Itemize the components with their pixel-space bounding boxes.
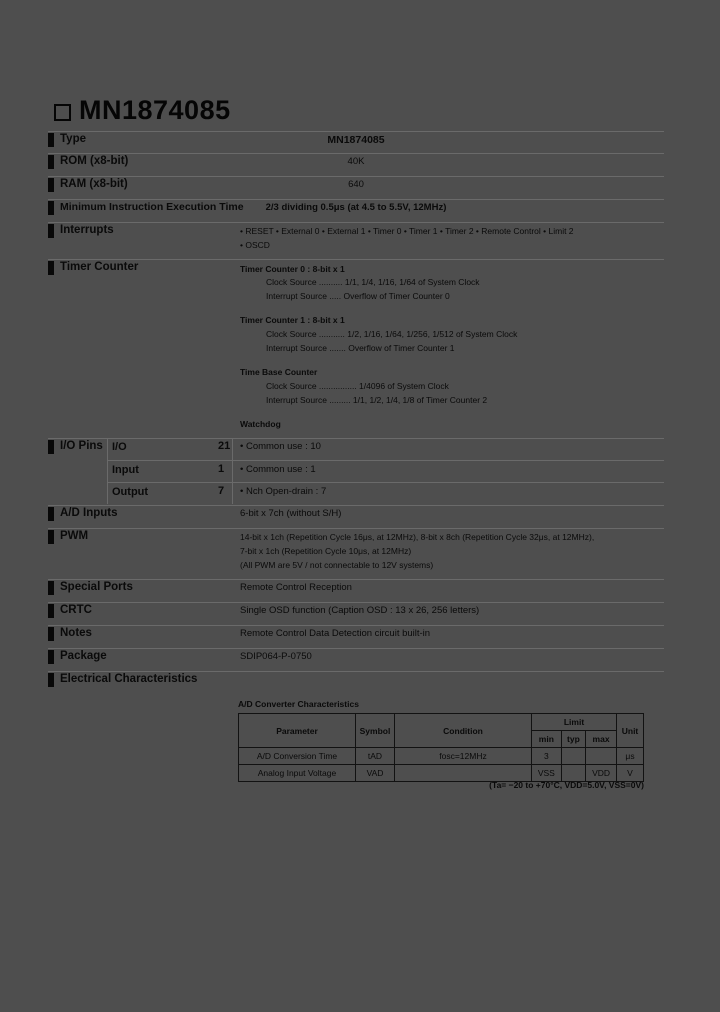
page-title [54, 93, 231, 127]
section-marker-icon [48, 440, 54, 454]
cell-unit: μs [617, 748, 644, 765]
input-count: 1 [218, 463, 225, 475]
output-count: 7 [218, 485, 225, 497]
row-type [48, 131, 664, 154]
cell-max [586, 748, 617, 765]
io-subrow-input [108, 460, 664, 483]
watchdog-label: Watchdog [240, 419, 281, 429]
row-label: Timer Counter [60, 261, 139, 273]
crtc-value: Single OSD function (Caption OSD : 13 x 26, 256 letters) [240, 605, 480, 616]
type-value: MN1874085 [327, 134, 385, 146]
part-number-heading: MN1874085 [79, 94, 231, 125]
row-crtc [48, 602, 664, 625]
ad-characteristics-table [238, 713, 644, 782]
row-special-ports [48, 579, 664, 602]
checkbox-square-icon [54, 104, 71, 121]
table-row [239, 765, 644, 782]
timebase-clock: Clock Source ................ 1/4096 of System Clock [266, 381, 449, 391]
header-condition: Condition [395, 714, 532, 748]
conditions-note: (Ta= −20 to +70°C, VDD=5.0V, VSS=0V) [489, 780, 644, 790]
io-subrow-io [108, 438, 664, 460]
header-unit: Unit [617, 714, 644, 748]
cell-max: VDD [586, 765, 617, 782]
section-marker-icon [48, 224, 54, 238]
row-pwm [48, 528, 664, 579]
package-value: SDIP064-P-0750 [240, 651, 312, 662]
cell-typ [561, 765, 585, 782]
cell-unit: V [617, 765, 644, 782]
pwm-line-1: 14-bit x 1ch (Repetition Cycle 16μs, at 12MHz), 8-bit x 8ch (Repetition Cycle 32μs, at 12MHz), [240, 532, 595, 542]
cell-parameter: A/D Conversion Time [239, 748, 356, 765]
pwm-line-3: (All PWM are 5V / not connectable to 12V systems) [240, 560, 434, 570]
cell-symbol: VAD [356, 765, 395, 782]
io-subrow-output [108, 482, 664, 505]
cell-symbol: tAD [356, 748, 395, 765]
section-marker-icon [48, 507, 54, 521]
row-ad-inputs [48, 505, 664, 528]
cell-typ [561, 748, 585, 765]
cell-min: 3 [532, 748, 562, 765]
section-marker-icon [48, 261, 54, 275]
row-timer-counter [48, 259, 664, 438]
row-ram [48, 176, 664, 199]
table-row [239, 748, 644, 765]
interrupts-line-1: • RESET • External 0 • External 1 • Timer 0 • Timer 1 • Timer 2 • Remote Control • Limit 2 [240, 226, 574, 236]
timer1-interrupt: Interrupt Source ....... Overflow of Timer Counter 1 [266, 343, 455, 353]
header-symbol: Symbol [356, 714, 395, 748]
section-marker-icon [48, 581, 54, 595]
row-label: ROM (x8-bit) [60, 155, 129, 167]
section-marker-icon [48, 627, 54, 641]
header-max: max [586, 731, 617, 748]
special-value: Remote Control Reception [240, 582, 352, 593]
input-value: • Common use : 1 [240, 464, 316, 475]
section-marker-icon [48, 604, 54, 618]
row-label: Type [60, 133, 86, 145]
interrupts-line-2: • OSCD [240, 240, 270, 250]
cell-min: VSS [532, 765, 562, 782]
row-label: Interrupts [60, 224, 114, 236]
cell-parameter: Analog Input Voltage [239, 765, 356, 782]
output-name: Output [112, 486, 149, 498]
row-label: Package [60, 650, 107, 662]
input-name: Input [112, 464, 139, 476]
row-label: Electrical Characteristics [60, 673, 198, 685]
section-marker-icon [48, 530, 54, 544]
timer1-clock: Clock Source ........... 1/2, 1/16, 1/64, 1/256, 1/512 of System Clock [266, 329, 518, 339]
row-label: RAM (x8-bit) [60, 178, 128, 190]
row-electrical [48, 671, 664, 694]
rom-value: 40K [347, 156, 365, 167]
row-label: Minimum Instruction Execution Time [60, 201, 244, 213]
timer0-interrupt: Interrupt Source ..... Overflow of Timer Counter 0 [266, 291, 450, 301]
row-package [48, 648, 664, 671]
io-value: • Common use : 10 [240, 441, 321, 452]
timer1-title: Timer Counter 1 : 8-bit x 1 [240, 315, 345, 325]
ram-value: 640 [348, 179, 364, 190]
io-divider [107, 438, 108, 504]
row-min-exec [48, 199, 664, 222]
row-label: Notes [60, 627, 92, 639]
row-label: PWM [60, 530, 89, 542]
section-marker-icon [48, 673, 54, 687]
row-notes [48, 625, 664, 648]
ad-value: 6-bit x 7ch (without S/H) [240, 508, 342, 519]
row-label: A/D Inputs [60, 507, 118, 519]
timer0-clock: Clock Source .......... 1/1, 1/4, 1/16, 1/64 of System Clock [266, 277, 480, 287]
io-divider [232, 438, 233, 504]
notes-value: Remote Control Data Detection circuit built-in [240, 628, 431, 639]
row-rom [48, 153, 664, 176]
header-min: min [532, 731, 562, 748]
cell-condition: fosc=12MHz [395, 748, 532, 765]
timer0-title: Timer Counter 0 : 8-bit x 1 [240, 264, 345, 274]
output-value: • Nch Open-drain : 7 [240, 486, 327, 497]
row-label: Special Ports [60, 581, 133, 593]
timebase-interrupt: Interrupt Source ......... 1/1, 1/2, 1/4, 1/8 of Timer Counter 2 [266, 395, 488, 405]
cell-condition [395, 765, 532, 782]
row-label: I/O Pins [60, 440, 103, 452]
pwm-line-2: 7-bit x 1ch (Repetition Cycle 10μs, at 12MHz) [240, 546, 412, 556]
header-parameter: Parameter [239, 714, 356, 748]
io-count: 21 [218, 440, 231, 452]
row-interrupts [48, 222, 664, 259]
min-exec-value: 2/3 dividing 0.5μs (at 4.5 to 5.5V, 12MHz) [265, 202, 447, 213]
section-marker-icon [48, 650, 54, 664]
io-name: I/O [112, 441, 127, 453]
timebase-title: Time Base Counter [240, 367, 318, 377]
row-label: CRTC [60, 604, 92, 616]
header-limit: Limit [532, 714, 617, 731]
table-header-row [239, 714, 644, 731]
header-typ: typ [561, 731, 585, 748]
ad-table-title: A/D Converter Characteristics [238, 699, 359, 709]
